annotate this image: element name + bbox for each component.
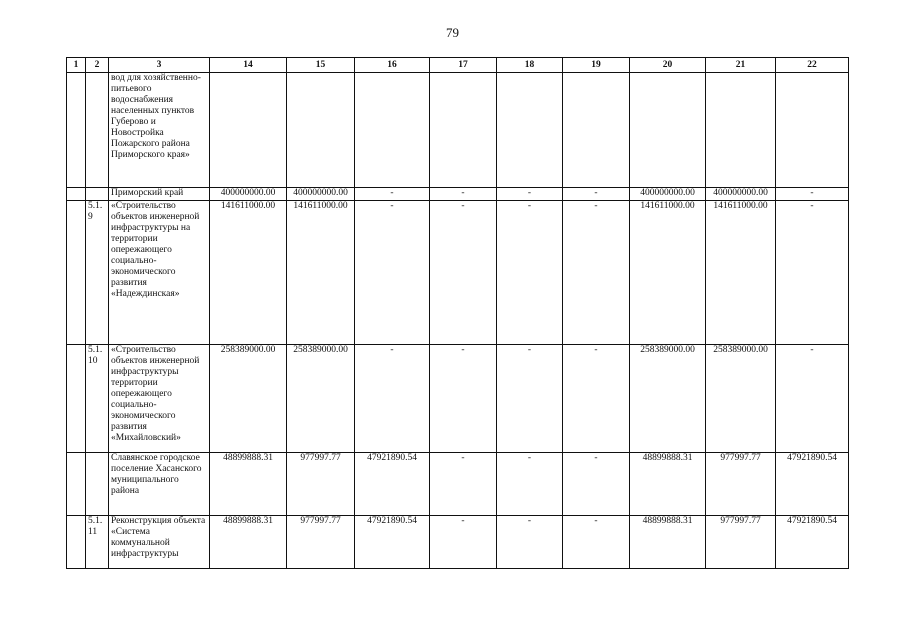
cell-value: 141611000.00 — [630, 201, 706, 345]
cell-value: - — [355, 345, 430, 453]
cell-value — [776, 73, 849, 188]
table-row — [67, 188, 849, 201]
cell-value: 400000000.00 — [210, 188, 287, 201]
cell-value: 258389000.00 — [630, 345, 706, 453]
cell-value: - — [497, 201, 563, 345]
cell-col1 — [67, 73, 86, 188]
cell-value: 977997.77 — [287, 516, 355, 569]
cell-col1 — [67, 345, 86, 453]
header-cell: 15 — [287, 58, 355, 73]
cell-value: 48899888.31 — [210, 453, 287, 516]
cell-value: 141611000.00 — [210, 201, 287, 345]
cell-value: 141611000.00 — [287, 201, 355, 345]
header-cell: 1 — [67, 58, 86, 73]
cell-col1 — [67, 453, 86, 516]
cell-col1 — [67, 188, 86, 201]
cell-value — [210, 73, 287, 188]
cell-value: 47921890.54 — [776, 453, 849, 516]
cell-value: 47921890.54 — [776, 516, 849, 569]
cell-value: - — [430, 201, 497, 345]
cell-value: - — [563, 188, 630, 201]
cell-value: - — [776, 201, 849, 345]
cell-value: 977997.77 — [706, 516, 776, 569]
cell-name: Реконструкция объекта «Система коммунальной инфраструктуры — [109, 516, 210, 569]
cell-value: - — [430, 345, 497, 453]
cell-value: 48899888.31 — [210, 516, 287, 569]
header-cell: 20 — [630, 58, 706, 73]
cell-value — [287, 73, 355, 188]
cell-value — [355, 73, 430, 188]
header-cell: 14 — [210, 58, 287, 73]
table-row — [67, 453, 849, 516]
header-cell: 16 — [355, 58, 430, 73]
cell-code — [86, 188, 109, 201]
cell-value: - — [355, 201, 430, 345]
header-cell: 19 — [563, 58, 630, 73]
cell-value: 977997.77 — [287, 453, 355, 516]
header-cell: 18 — [497, 58, 563, 73]
cell-value: 141611000.00 — [706, 201, 776, 345]
cell-value — [563, 73, 630, 188]
header-row — [67, 58, 849, 73]
cell-value: - — [497, 516, 563, 569]
cell-value: 48899888.31 — [630, 516, 706, 569]
cell-value: 977997.77 — [706, 453, 776, 516]
cell-value — [430, 73, 497, 188]
cell-name: вод для хозяйственно-питьевого водоснабжения населенных пунктов Губерово и Новостройка Пожарского района Приморского края» — [109, 73, 210, 188]
cell-code: 5.1.10 — [86, 345, 109, 453]
cell-value: - — [430, 516, 497, 569]
header-cell: 22 — [776, 58, 849, 73]
cell-name: «Строительство объектов инженерной инфраструктуры территории опережающего социально-экономического развития «Михайловский» — [109, 345, 210, 453]
table-row — [67, 201, 849, 345]
cell-value: - — [776, 188, 849, 201]
cell-value: - — [497, 188, 563, 201]
table-row — [67, 516, 849, 569]
table-row — [67, 73, 849, 188]
cell-col1 — [67, 516, 86, 569]
cell-code — [86, 453, 109, 516]
header-cell: 2 — [86, 58, 109, 73]
cell-value: - — [563, 453, 630, 516]
cell-value: - — [776, 345, 849, 453]
cell-value: 400000000.00 — [706, 188, 776, 201]
cell-col1 — [67, 201, 86, 345]
cell-value — [630, 73, 706, 188]
header-cell: 3 — [109, 58, 210, 73]
cell-name: Приморский край — [109, 188, 210, 201]
cell-value: - — [563, 516, 630, 569]
cell-value: - — [563, 345, 630, 453]
cell-code: 5.1.11 — [86, 516, 109, 569]
cell-value: 258389000.00 — [706, 345, 776, 453]
cell-value: 48899888.31 — [630, 453, 706, 516]
table-row — [67, 345, 849, 453]
cell-value: - — [430, 188, 497, 201]
cell-value — [706, 73, 776, 188]
cell-value: - — [497, 453, 563, 516]
cell-value: - — [497, 345, 563, 453]
cell-code — [86, 73, 109, 188]
cell-value: 258389000.00 — [287, 345, 355, 453]
cell-name: «Строительство объектов инженерной инфраструктуры на территории опережающего социально-экономического развития «Надеждинская» — [109, 201, 210, 345]
cell-value: - — [430, 453, 497, 516]
header-cell: 21 — [706, 58, 776, 73]
cell-value — [497, 73, 563, 188]
cell-value: 400000000.00 — [630, 188, 706, 201]
cell-code: 5.1.9 — [86, 201, 109, 345]
cell-value: - — [355, 188, 430, 201]
cell-value: 400000000.00 — [287, 188, 355, 201]
page-number: 79 — [446, 25, 459, 40]
cell-value: 47921890.54 — [355, 516, 430, 569]
budget-table — [66, 57, 849, 569]
cell-name: Славянское городское поселение Хасанского муниципального района — [109, 453, 210, 516]
cell-value: 47921890.54 — [355, 453, 430, 516]
cell-value: - — [563, 201, 630, 345]
cell-value: 258389000.00 — [210, 345, 287, 453]
header-cell: 17 — [430, 58, 497, 73]
